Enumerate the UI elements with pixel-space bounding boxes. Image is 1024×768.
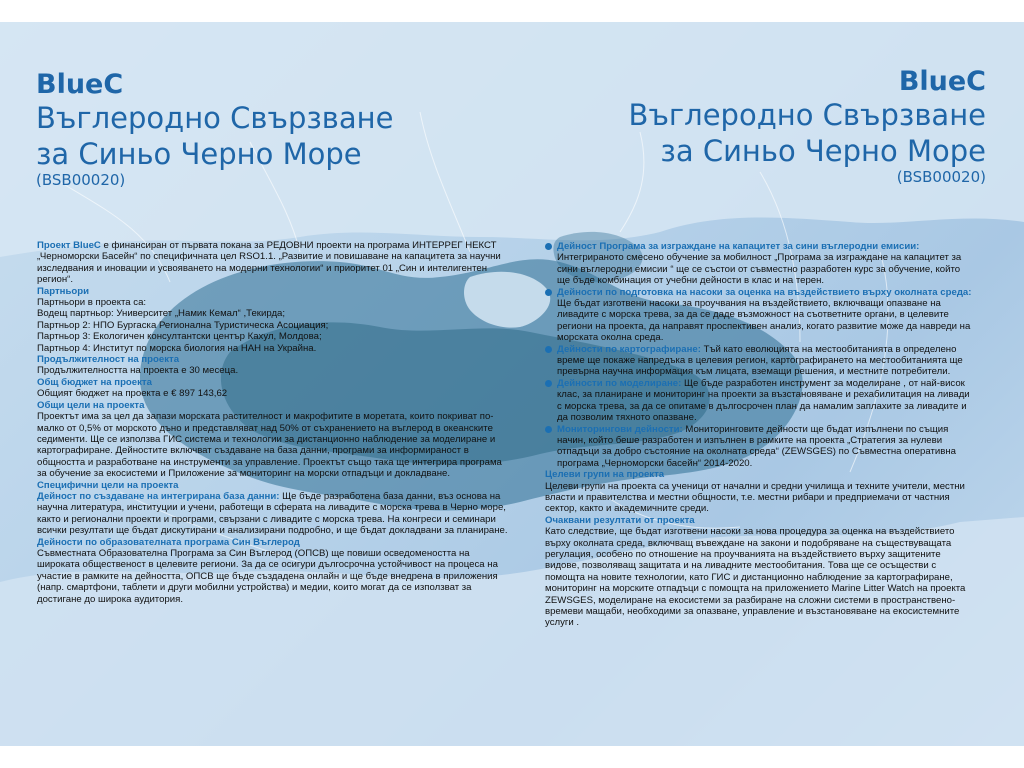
activity-label: Дейност Програма за изграждане на капацитет за сини въглеродни емисии: <box>557 241 920 252</box>
bullet-icon <box>545 380 552 387</box>
partner-2: Партньор 2: НПО Бургаска Регионална Туристическа Асоциация; <box>37 319 329 331</box>
database-text: Ще бъде разработена база данни, въз основа на научна литература, институции и учени, работещи в сферата на ливадите с морска трева в Черно море, както и регионални проекти и програми, свързани с ливадите с морска трева. На конгреси и семинари всички резултати ще бъдат дискутирани и анализирани подробно, и ще бъдат докладвани за планиране. <box>37 490 508 537</box>
activity-text: Ще бъдат изготвени насоки за проучвания на въздействието, включващи опазване на ливадите с морска трева, за да се даде възможност на съответните органи, в целевите региони на проекта, да направят проспективен анализ, когато развитие може да навреди на морската околна среда. <box>557 298 971 344</box>
title-brand: BlueC <box>36 69 124 100</box>
heading-partners: Партньори <box>37 285 89 297</box>
activity-label: Дейности по подготовка на насоки за оценка на въздействието върху околната среда: <box>557 286 972 298</box>
activity-capacity <box>545 241 975 287</box>
target-groups-text: Целеви групи на проекта са ученици от начални и средни училища и техните учители, местни власти и правителства и местни общности, т.е. местни рибари и предприемачи от частния сектор, както и академичните среди. <box>545 480 965 515</box>
project-name: Проект BlueC <box>37 240 101 251</box>
activity-text: Ще бъде разработен инструмент за моделиране , от най-висок клас, за планиране и мониторинг на проекти за възстановяване и рехабилитация на ливади с морска трева, за да се опитаме в дългосрочен план да намалим заплахите за ливадите и да позволим тяхното опазване. <box>557 377 970 424</box>
title-brand: BlueC <box>898 66 986 97</box>
partner-1: Водещ партньор: Университет „Намик Кемал“ ,Текирда; <box>37 308 286 320</box>
activity-guidelines <box>545 287 975 344</box>
goals-text: Проектът има за цел да запази морската растителност и макрофитите в моретата, които покриват по-малко от 0,5% от морското дъно и представляват над 50% от съхранението на въглерод в океанските седименти. Ще се използва ГИС система и технологии за дистанционно наблюдение за моделиране и картографиране. Дейностите включват създаване на база данни, програми за информираност в общността и разработване на инструменти за управление. Проектът също така ще интегрира програма за обучение за екосистеми и Приложение за мониторинг на морски отпадъци и докладване. <box>37 411 502 480</box>
heading-budget: Общ бюджет на проекта <box>37 376 152 388</box>
budget-text: Общият бюджет на проекта е € 897 143,62 <box>37 388 228 400</box>
activity-text: Мониторинговите дейности ще бъдат изпълнени по същия начин, който беше разработен и изпълнен в рамките на проекта „Стратегия за нулеви отпадъци за добро състояние на околната среда“ (ZEWSGES) по Съвместна оперативна програма „Черноморски басейн“ 2014-2020. <box>557 423 956 469</box>
project-code: (BSB00020) <box>896 168 986 186</box>
activity-label: Мониторингови дейности: <box>557 423 683 435</box>
intro-text: е финансиран от първата покана за РЕДОВНИ проекти на програма ИНТЕРРЕГ НЕКСТ „Черноморски Басейн“ по специфичната цел RSO1.1. „Развитие и повишаване на капацитета за научни изследвания и иновации и усвояването на модерни технологии“ и приоритет 01 „Син и интелигентен регион“. <box>37 240 501 286</box>
heading-specific-goals: Специфични цели на проекта <box>37 479 179 491</box>
activity-text: Тъй като еволюцията на местообитанията в определено време ще покаже напредъка в целевия регион, картографирането на местообитанията ще превърна научна информация към лицата, вземащи решения, и местните потребители. <box>557 343 963 378</box>
database-paragraph <box>37 491 509 537</box>
duration-text: Продължителността на проекта е 30 месеца. <box>37 365 239 377</box>
title-line-3: за Синьо Черно Море <box>36 137 362 171</box>
database-label: Дейност по създаване на интегрирана база данни: <box>37 490 280 502</box>
activity-paragraph <box>557 378 975 424</box>
partner-4: Партньор 4: Институт по морска биология на НАН на Украйна. <box>37 342 317 354</box>
activity-text: Интегрираното смесено обучение за мобилност „Програма за изграждане на капацитет за сини въглеродни емисии “ ще се състои от съвместно разработен курс за обучение, който ще бъде комбинация от учебни дейности в клас и на терен. <box>557 252 962 287</box>
title-line-3: за Синьо Черно Море <box>660 134 986 168</box>
activity-label: Дейности по моделиране: <box>557 377 682 389</box>
activity-mapping <box>545 344 975 378</box>
education-text: Съвместната Образователна Програма за Син Въглерод (ОПСВ) ще повиши осведомеността на широката общественост в целевите региони. За да се осигури дългосрочна устойчивост на процеса на участие в рамките на дейността, ОПСВ ще бъде създадена онлайн и ще бъде внедрена в приложения (напр. смартфони, таблети и други мобилни устройства) и медии, които могат да се използват за достигане до широка аудитория. <box>37 547 498 605</box>
activity-monitoring <box>545 424 975 470</box>
bullet-icon <box>545 243 552 250</box>
heading-results: Очаквани резултати от проекта <box>545 514 695 526</box>
title-left <box>36 70 393 189</box>
heading-education: Дейности по образователната програма Син Въглерод <box>37 536 300 548</box>
activity-paragraph <box>557 424 975 470</box>
activity-paragraph <box>557 344 975 378</box>
project-code: (BSB00020) <box>36 171 126 189</box>
poster-background <box>0 22 1024 746</box>
intro-paragraph <box>37 240 509 286</box>
activity-label: Дейности по картографиране: <box>557 343 701 355</box>
bullet-icon <box>545 346 552 353</box>
heading-duration: Продължителност на проекта <box>37 354 180 366</box>
title-line-2: Въглеродно Свързване <box>36 101 394 135</box>
left-column <box>37 240 509 605</box>
title-line-2: Въглеродно Свързване <box>628 98 986 132</box>
partners-lead: Партньори в проекта са: <box>37 297 147 309</box>
heading-goals: Общи цели на проекта <box>37 399 145 411</box>
results-text: Като следствие, ще бъдат изготвени насоки за нова процедура за оценка на въздействието върху околната среда, включващ въвеждане на закони и подобряване на съществуващата регулация, особено по отношение на проучванията на въздействието върху защитените видове, позволяващ защитата и на ливадните местообитания. Това ще се осъществи с помощта на новите технологии, като ГИС и дистанционно наблюдение за картографиране, мониторинг на морските отпадъци с помощта на приложението Marine Litter Watch на проекта ZEWSGES, моделиране на екосистеми за разбиране на сложни системи в пространствено-времеви мащаби, необходими за опазване, управление и възстановяване на екосистемните услуги . <box>545 526 966 629</box>
activity-modeling <box>545 378 975 424</box>
right-column <box>545 241 975 629</box>
partner-3: Партньор 3: Екологичен консултантски център Кахул, Молдова; <box>37 331 322 343</box>
heading-target-groups: Целеви групи на проекта <box>545 469 665 481</box>
bullet-icon <box>545 426 552 433</box>
title-right <box>629 67 986 186</box>
bullet-icon <box>545 289 552 296</box>
